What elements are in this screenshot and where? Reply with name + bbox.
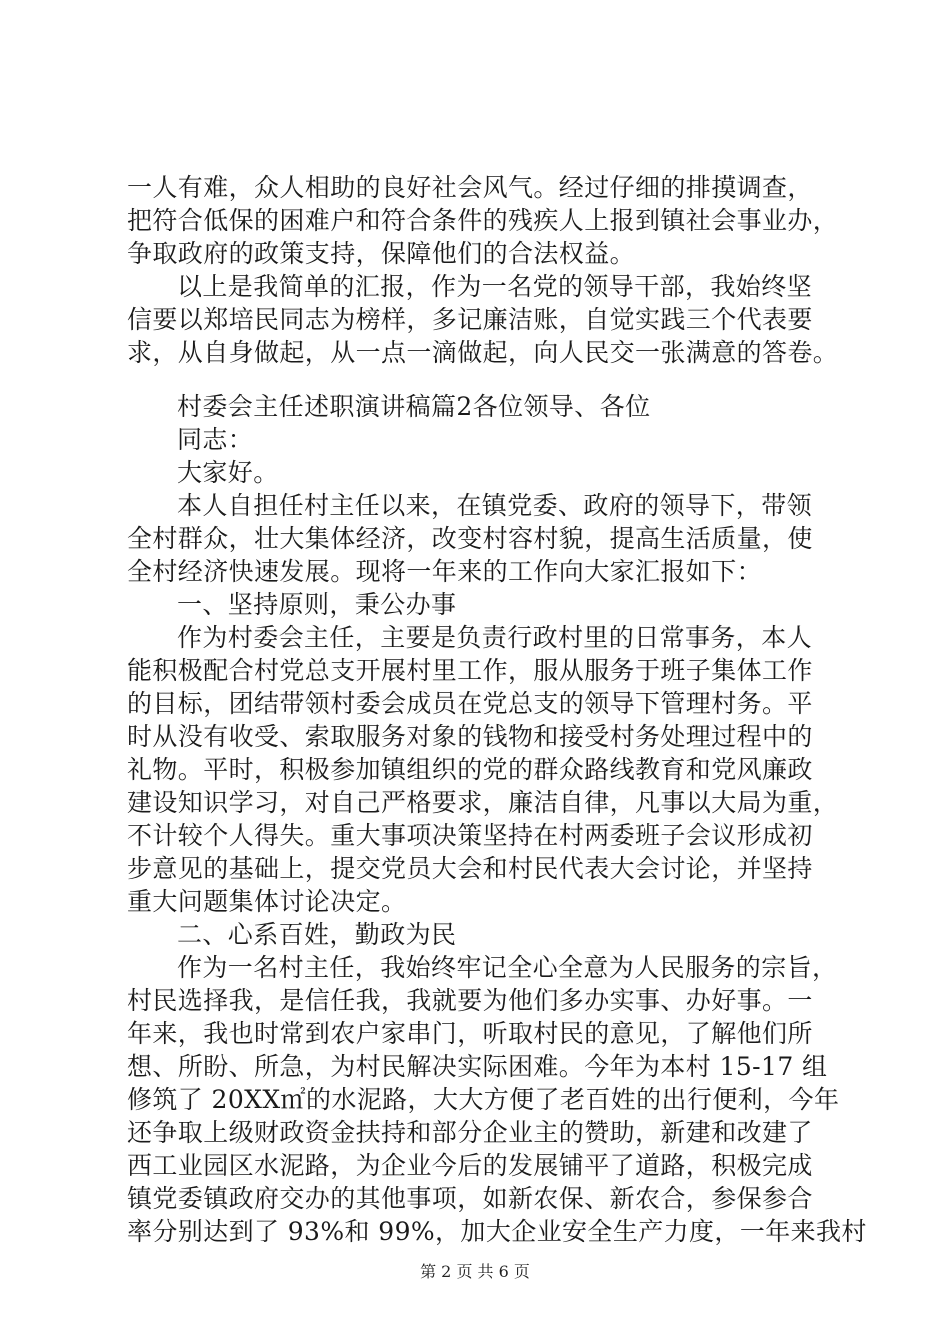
text-line: 求，从自身做起，从一点一滴做起，向人民交一张满意的答卷。 <box>127 338 839 367</box>
text-line: 信要以郑培民同志为榜样，多记廉洁账，自觉实践三个代表要 <box>127 305 813 334</box>
page-number-footer: 第 2 页 共 6 页 <box>420 1262 530 1281</box>
subheading: 一、坚持原则，秉公办事 <box>177 590 457 619</box>
text-line: 重大问题集体讨论决定。 <box>127 887 407 916</box>
text-line: 大家好。 <box>177 458 279 487</box>
subheading: 二、心系百姓，勤政为民 <box>177 920 457 949</box>
text-line: 礼物。平时，积极参加镇组织的党的群众路线教育和党风廉政 <box>127 755 813 784</box>
text-line: 不计较个人得失。重大事项决策坚持在村两委班子会议形成初 <box>127 821 813 850</box>
text-line: 年来，我也时常到农户家串门，听取村民的意见，了解他们所 <box>127 1019 813 1048</box>
text-line: 以上是我简单的汇报，作为一名党的领导干部，我始终坚 <box>177 272 813 301</box>
text-line: 全村群众，壮大集体经济，改变村容村貌，提高生活质量，使 <box>127 524 813 553</box>
text-line: 时从没有收受、索取服务对象的钱物和接受村务处理过程中的 <box>127 722 813 751</box>
text-line: 一人有难，众人相助的良好社会风气。经过仔细的排摸调查， <box>127 173 813 202</box>
text-line: 修筑了 20XX㎡的水泥路，大大方便了老百姓的出行便利，今年 <box>127 1085 840 1114</box>
text-line: 村民选择我，是信任我，我就要为他们多办实事、办好事。一 <box>127 986 813 1015</box>
text-line: 把符合低保的困难户和符合条件的残疾人上报到镇社会事业办， <box>127 206 839 235</box>
section-heading: 村委会主任述职演讲稿篇2各位领导、各位 <box>177 392 651 421</box>
text-line: 作为一名村主任，我始终牢记全心全意为人民服务的宗旨， <box>177 953 838 982</box>
text-line: 率分别达到了 93%和 99%，加大企业安全生产力度，一年来我村 <box>127 1217 867 1246</box>
text-line: 想、所盼、所急，为村民解决实际困难。今年为本村 15-17 组 <box>127 1052 828 1081</box>
text-line: 作为村委会主任，主要是负责行政村里的日常事务，本人 <box>177 623 813 652</box>
text-line: 同志： <box>177 425 254 454</box>
text-line: 步意见的基础上，提交党员大会和村民代表大会讨论，并坚持 <box>127 854 813 883</box>
text-line: 建设知识学习，对自己严格要求，廉洁自律，凡事以大局为重， <box>127 788 839 817</box>
text-line: 西工业园区水泥路，为企业今后的发展铺平了道路，积极完成 <box>127 1151 813 1180</box>
text-line: 全村经济快速发展。现将一年来的工作向大家汇报如下： <box>127 557 763 586</box>
text-line: 本人自担任村主任以来，在镇党委、政府的领导下，带领 <box>177 491 813 520</box>
text-line: 争取政府的政策支持，保障他们的合法权益。 <box>127 239 636 268</box>
text-line: 还争取上级财政资金扶持和部分企业主的赞助，新建和改建了 <box>127 1118 813 1147</box>
text-line: 能积极配合村党总支开展村里工作，服从服务于班子集体工作 <box>127 656 813 685</box>
text-line: 的目标，团结带领村委会成员在党总支的领导下管理村务。平 <box>127 689 813 718</box>
text-line: 镇党委镇政府交办的其他事项，如新农保、新农合，参保参合 <box>127 1184 813 1213</box>
